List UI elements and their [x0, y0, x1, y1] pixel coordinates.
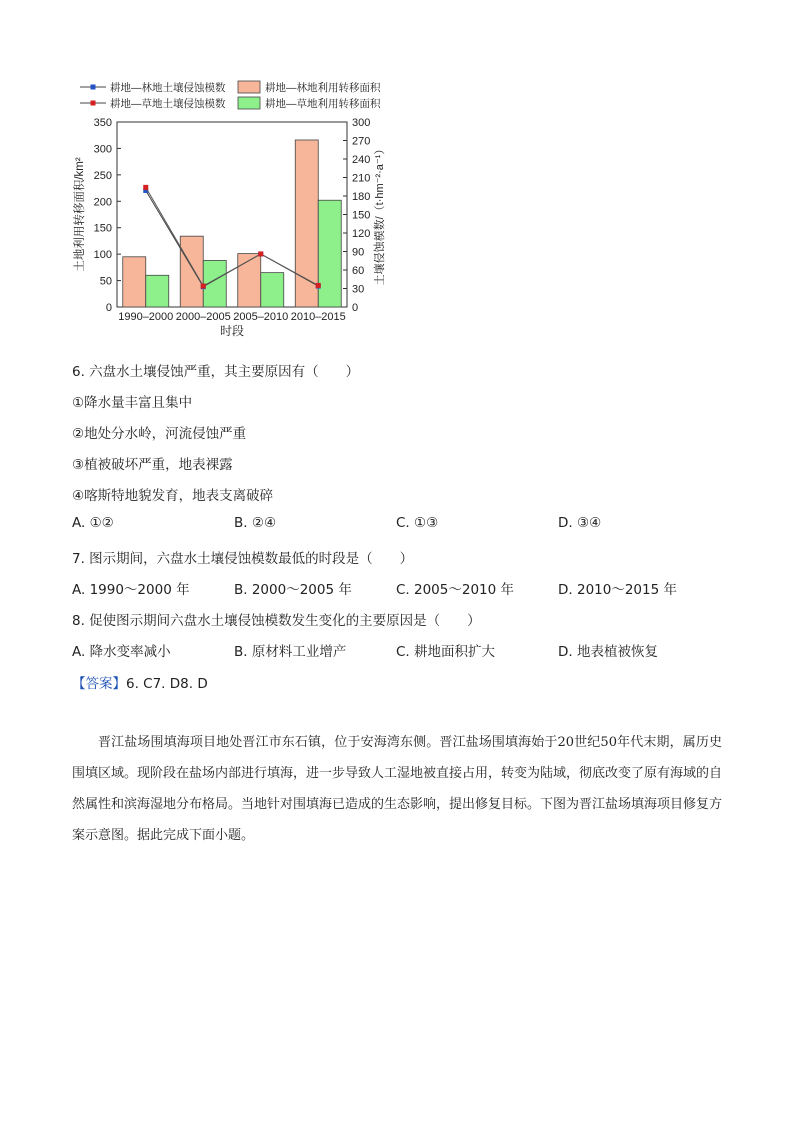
right-axis-tick-label: 30 — [352, 283, 365, 296]
right-axis-title: 土壤侵蚀模数/（t·hm⁻²·a⁻¹） — [374, 143, 386, 286]
question-7-option-a: A. 1990～2000 年 — [72, 582, 190, 598]
legend-box-swatch — [238, 81, 260, 93]
question-8-option-d: D. 地表植被恢复 — [558, 644, 658, 660]
marker-grass-erosion — [201, 284, 206, 289]
bar-forest-transfer — [238, 254, 261, 307]
question-8-option-b: B. 原材料工业增产 — [234, 644, 347, 660]
right-axis-tick-label: 150 — [352, 209, 371, 222]
question-7-option-b: B. 2000～2005 年 — [234, 582, 352, 598]
left-axis-tick-label: 250 — [93, 169, 112, 182]
left-axis-tick-label: 50 — [99, 275, 112, 288]
line-forest-erosion — [146, 190, 319, 286]
question-6-stem: 6. 六盘水土壤侵蚀严重，其主要原因有（ ） — [72, 364, 360, 380]
question-6-option-d: D. ③④ — [558, 515, 602, 531]
question-6-option-a: A. ①② — [72, 515, 114, 531]
left-axis-tick-label: 300 — [93, 143, 112, 156]
x-axis-title: 时段 — [219, 324, 245, 338]
legend-label: 耕地—草地土壤侵蚀模数 — [110, 98, 226, 110]
question-7-option-d: D. 2010～2015 年 — [558, 582, 677, 598]
legend-label: 耕地—林地土壤侵蚀模数 — [110, 82, 226, 94]
question-6-item-4: ④喀斯特地貌发育，地表支离破碎 — [72, 488, 274, 504]
marker-grass-erosion — [143, 185, 148, 190]
bar-grass-transfer — [318, 200, 341, 307]
left-axis-tick-label: 200 — [93, 196, 112, 209]
question-8-option-a: A. 降水变率减小 — [72, 644, 171, 660]
right-axis-tick-label: 180 — [352, 191, 371, 203]
right-axis-tick-label: 0 — [352, 302, 359, 314]
right-axis-tick-label: 60 — [352, 265, 365, 277]
marker-grass-erosion — [258, 251, 263, 256]
question-6-item-2: ②地处分水岭，河流侵蚀严重 — [72, 426, 247, 442]
question-8-option-c: C. 耕地面积扩大 — [396, 644, 496, 660]
legend-label: 耕地—草地利用转移面积 — [265, 98, 381, 110]
bar-forest-transfer — [295, 140, 318, 307]
right-axis-tick-label: 90 — [352, 246, 365, 259]
answer-text: 6. C7. D8. D — [126, 676, 208, 692]
reading-passage — [72, 727, 722, 851]
chart-legend — [80, 81, 381, 110]
legend-marker-swatch — [91, 85, 96, 90]
bar-grass-transfer — [261, 273, 284, 307]
question-8-stem: 8. 促使图示期间六盘水土壤侵蚀模数发生变化的主要原因是（ ） — [72, 613, 481, 629]
legend-marker-swatch — [91, 101, 96, 106]
right-axis-tick-label: 240 — [352, 154, 371, 166]
bar-grass-transfer — [146, 275, 169, 307]
left-axis-tick-label: 0 — [105, 302, 112, 314]
question-6-item-3: ③植被破坏严重，地表裸露 — [72, 457, 233, 473]
left-axis-tick-label: 350 — [93, 117, 112, 129]
x-tick-label: 2005–2010 — [233, 311, 289, 323]
left-axis-tick-label: 150 — [93, 222, 112, 235]
right-axis-tick-label: 120 — [352, 228, 371, 240]
right-axis-tick-label: 210 — [352, 172, 371, 185]
question-7-stem: 7. 图示期间，六盘水土壤侵蚀模数最低的时段是（ ） — [72, 551, 414, 567]
legend-label: 耕地—林地利用转移面积 — [265, 82, 381, 94]
x-tick-label: 1990–2000 — [118, 311, 174, 323]
question-6-item-1: ①降水量丰富且集中 — [72, 395, 193, 411]
land-use-erosion-chart — [60, 72, 400, 352]
bar-forest-transfer — [180, 236, 203, 307]
legend-box-swatch — [238, 97, 260, 109]
marker-grass-erosion — [316, 283, 321, 288]
left-axis-title: 土地利用转移面积/km² — [74, 157, 86, 272]
x-tick-label: 2010–2015 — [290, 311, 346, 323]
chart-plot-area — [72, 117, 386, 338]
passage-text: 晋江盐场围填海项目地处晋江市东石镇，位于安海湾东侧。晋江盐场围填海始于20世纪50年代末期，属历史围填区域。现阶段在盐场内部进行填海，进一步导致人工湿地被直接占用，转变为陆域，彻底改变了原有海域的自然属性和滨海湿地分布格局。当地针对围填海已造成的生态影响，提出修复目标。下图为晋江盐场填海项目修复方案示意图。据此完成下面小题。 — [72, 735, 723, 843]
question-7-option-c: C. 2005～2010 年 — [396, 582, 515, 598]
answer-line — [72, 672, 208, 692]
bar-forest-transfer — [123, 257, 146, 307]
line-grass-erosion — [146, 187, 319, 286]
answer-label: 【答案】 — [72, 676, 126, 692]
question-6-option-c: C. ①③ — [396, 515, 439, 531]
right-axis-tick-label: 270 — [352, 135, 371, 148]
left-axis-tick-label: 100 — [93, 249, 112, 262]
question-6-option-b: B. ②④ — [234, 515, 277, 531]
right-axis-tick-label: 300 — [352, 117, 371, 129]
x-tick-label: 2000–2005 — [175, 311, 231, 323]
